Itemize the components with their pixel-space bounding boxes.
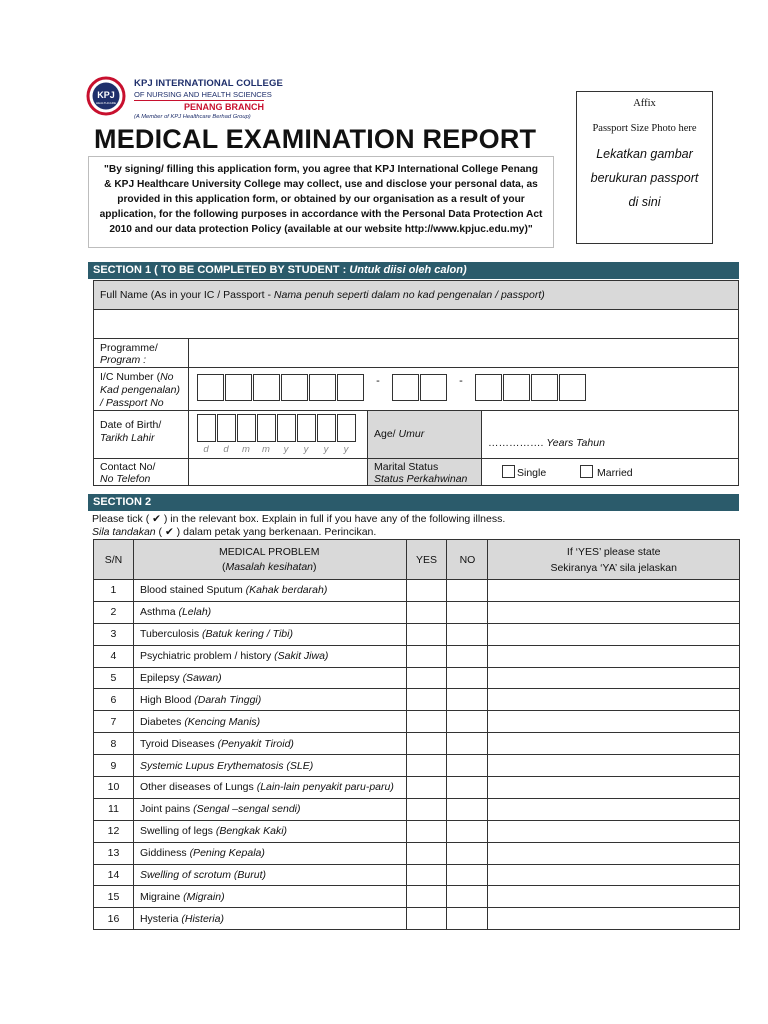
row-sn: 7 xyxy=(94,711,134,733)
consent-statement: "By signing/ filling this application form, you agree that KPJ International College Penang & KPJ Healthcare University College may collect, use and disclose your personal data, as provided in this application form, or obtained by our organisation as a result of your application, for the following purposes in accordance with the Personal Data Protection Act 2010 and our data protection Policy (available at our website http://www.kpjuc.edu.my)" xyxy=(88,156,554,248)
row-problem-en: Tyroid Diseases xyxy=(139,737,218,750)
col-state-en: If ‘YES’ please state xyxy=(566,545,661,558)
ic-digit-box[interactable] xyxy=(281,374,308,401)
row-sn: 11 xyxy=(94,798,134,820)
instruction-en: Please tick ( ✔ ) in the relevant box. Explain in full if you have any of the following illness. xyxy=(92,513,506,525)
dob-hint-m1: m xyxy=(242,444,250,455)
instruction-malay-lead: Sila tandakan xyxy=(92,526,156,538)
dob-digit-box[interactable] xyxy=(337,414,356,442)
row-problem xyxy=(133,755,406,777)
ic-digit-box[interactable] xyxy=(475,374,502,401)
programme-label-en: Programme/ xyxy=(100,342,158,354)
col-state-malay: Sekiranya ‘YA’ sila jelaskan xyxy=(550,561,677,574)
table-row xyxy=(94,755,740,777)
row-yes-cell[interactable] xyxy=(406,864,447,886)
row-problem-en: Joint pains xyxy=(139,803,194,816)
row-problem-malay: (Lelah) xyxy=(178,606,212,619)
row-sn: 16 xyxy=(94,908,134,930)
row-state-cell[interactable] xyxy=(488,601,740,623)
photo-malay-line-2: berukuran passport xyxy=(590,171,699,185)
row-state-cell[interactable] xyxy=(488,689,740,711)
row-no-cell[interactable] xyxy=(447,842,488,864)
single-option[interactable] xyxy=(502,467,546,479)
ic-separator: - xyxy=(459,375,463,387)
row-problem xyxy=(133,733,406,755)
row-no-cell[interactable] xyxy=(447,623,488,645)
college-member-note: (A Member of KPJ Healthcare Berhad Group) xyxy=(134,114,251,120)
row-no-cell[interactable] xyxy=(447,733,488,755)
row-problem-malay: (Migrain) xyxy=(183,890,225,903)
table-row xyxy=(94,886,740,908)
row-state-cell[interactable] xyxy=(488,886,740,908)
logo-badge-text: KPJ xyxy=(97,90,115,100)
row-no-cell[interactable] xyxy=(447,755,488,777)
row-problem xyxy=(133,864,406,886)
row-problem-en: High Blood xyxy=(139,693,195,706)
ic-digit-box[interactable] xyxy=(253,374,280,401)
photo-size-label: Passport Size Photo here xyxy=(592,123,697,134)
row-problem xyxy=(133,580,406,602)
contact-label-malay: No Telefon xyxy=(100,473,151,485)
row-state-cell[interactable] xyxy=(488,777,740,799)
row-yes-cell[interactable] xyxy=(406,667,447,689)
row-problem xyxy=(133,689,406,711)
dob-digit-box[interactable] xyxy=(257,414,276,442)
row-no-cell[interactable] xyxy=(447,689,488,711)
row-yes-cell[interactable] xyxy=(406,601,447,623)
row-problem-en: Hysteria xyxy=(139,912,182,925)
medical-problem-table xyxy=(93,539,740,930)
col-state xyxy=(488,540,740,580)
row-yes-cell[interactable] xyxy=(406,645,447,667)
ic-number-field xyxy=(188,367,739,411)
ic-digit-box[interactable] xyxy=(225,374,252,401)
row-yes-cell[interactable] xyxy=(406,580,447,602)
row-yes-cell[interactable] xyxy=(406,908,447,930)
dob-label-en: Date of Birth/ xyxy=(100,419,162,431)
row-problem-malay: (Lain-lain penyakit paru-paru) xyxy=(256,781,394,794)
row-sn: 10 xyxy=(94,777,134,799)
programme-input[interactable] xyxy=(188,338,739,368)
contact-input[interactable] xyxy=(188,458,368,486)
ic-label-no: No xyxy=(160,371,174,383)
contact-label xyxy=(93,458,189,486)
ic-digit-box[interactable] xyxy=(392,374,419,401)
row-sn: 3 xyxy=(94,623,134,645)
col-problem-malay: Masalah kesihatan xyxy=(225,561,314,573)
table-row xyxy=(94,908,740,930)
col-no: NO xyxy=(447,540,488,580)
age-label-malay: Umur xyxy=(398,428,425,440)
dob-digit-box[interactable] xyxy=(197,414,216,442)
ic-digit-box[interactable] xyxy=(420,374,447,401)
age-dots: ……………. xyxy=(488,437,547,449)
passport-photo-box[interactable] xyxy=(576,91,713,244)
marital-status-label xyxy=(367,458,482,486)
dob-digit-box[interactable] xyxy=(277,414,296,442)
married-option[interactable] xyxy=(580,467,633,479)
row-problem-malay: (Batuk kering / Tibi) xyxy=(202,628,293,641)
table-row xyxy=(94,623,740,645)
row-problem-malay: Swelling of scrotum (Burut) xyxy=(139,869,266,882)
photo-affix-label: Affix xyxy=(633,98,656,109)
table-row xyxy=(94,820,740,842)
row-state-cell[interactable] xyxy=(488,711,740,733)
medical-problem-rows xyxy=(94,580,740,930)
row-problem-malay: Systemic Lupus Erythematosis (SLE) xyxy=(139,759,314,772)
row-problem-en: Swelling of legs xyxy=(139,825,216,838)
single-label: Single xyxy=(517,467,547,479)
table-row xyxy=(94,667,740,689)
row-yes-cell[interactable] xyxy=(406,711,447,733)
row-yes-cell[interactable] xyxy=(406,777,447,799)
row-no-cell[interactable] xyxy=(447,645,488,667)
row-state-cell[interactable] xyxy=(488,798,740,820)
row-state-cell[interactable] xyxy=(488,645,740,667)
row-problem-malay: (Darah Tinggi) xyxy=(194,693,262,706)
table-row xyxy=(94,864,740,886)
college-logo xyxy=(86,72,283,120)
married-label: Married xyxy=(597,467,633,479)
dob-digit-box[interactable] xyxy=(237,414,256,442)
age-input[interactable] xyxy=(481,410,739,459)
programme-label-malay: Program : xyxy=(100,354,147,366)
dob-digit-box[interactable] xyxy=(297,414,316,442)
ic-label-malay: Kad pengenalan) xyxy=(100,384,180,396)
row-problem xyxy=(133,908,406,930)
marital-label-en: Marital Status xyxy=(374,461,439,473)
section-1-subtitle: ( TO BE COMPLETED BY STUDENT : xyxy=(154,264,350,276)
ic-digit-box[interactable] xyxy=(503,374,530,401)
section-2-header xyxy=(88,494,739,511)
section-2-instructions xyxy=(92,513,505,539)
ic-label-passport: / Passport No xyxy=(100,397,164,409)
row-problem-en: Other diseases of Lungs xyxy=(139,781,257,794)
col-medical-problem: MEDICAL PROBLEM (Masalah kesihatan) xyxy=(133,540,406,580)
row-problem-malay: (Bengkak Kaki) xyxy=(215,825,288,838)
row-no-cell[interactable] xyxy=(447,667,488,689)
table-row xyxy=(94,580,740,602)
row-yes-cell[interactable] xyxy=(406,623,447,645)
dob-label xyxy=(93,410,189,459)
row-problem-malay: (Sawan) xyxy=(182,672,222,684)
row-no-cell[interactable] xyxy=(447,777,488,799)
row-problem-malay: (Histeria) xyxy=(181,912,224,925)
row-yes-cell[interactable] xyxy=(406,733,447,755)
table-row xyxy=(94,798,740,820)
row-state-cell[interactable] xyxy=(488,820,740,842)
row-problem xyxy=(133,820,406,842)
table-row xyxy=(94,689,740,711)
dob-hint-y4: y xyxy=(343,444,349,455)
row-no-cell[interactable] xyxy=(447,711,488,733)
photo-malay-line-3: di sini xyxy=(628,195,661,209)
row-problem-malay: (Sengal –sengal sendi) xyxy=(193,803,301,816)
contact-label-en: Contact No/ xyxy=(100,461,156,473)
row-sn: 15 xyxy=(94,886,134,908)
dob-hint-d2: d xyxy=(223,444,229,455)
row-no-cell[interactable] xyxy=(447,580,488,602)
ic-digit-box[interactable] xyxy=(531,374,558,401)
row-sn: 4 xyxy=(94,645,134,667)
row-yes-cell[interactable] xyxy=(406,842,447,864)
college-branch: PENANG BRANCH xyxy=(134,100,264,112)
dob-hint-y2: y xyxy=(303,444,309,455)
dob-hint-m2: m xyxy=(262,444,270,455)
row-problem-en: Giddiness xyxy=(139,847,190,860)
kpj-logo-icon xyxy=(86,76,126,116)
row-problem xyxy=(133,711,406,733)
table-row xyxy=(94,733,740,755)
row-problem xyxy=(133,667,406,689)
ic-label-en: I/C Number ( xyxy=(100,371,161,383)
row-no-cell[interactable] xyxy=(447,820,488,842)
photo-malay-line-1: Lekatkan gambar xyxy=(596,147,693,161)
row-state-cell[interactable] xyxy=(488,580,740,602)
row-sn: 13 xyxy=(94,842,134,864)
married-checkbox[interactable] xyxy=(580,465,593,478)
age-units: Years Tahun xyxy=(546,437,605,449)
row-problem xyxy=(133,798,406,820)
row-state-cell[interactable] xyxy=(488,733,740,755)
programme-label xyxy=(93,338,189,368)
row-problem xyxy=(133,886,406,908)
dob-field xyxy=(188,410,368,459)
ic-digit-box[interactable] xyxy=(559,374,586,401)
row-state-cell[interactable] xyxy=(488,755,740,777)
full-name-input[interactable] xyxy=(93,309,739,339)
age-label xyxy=(367,410,482,459)
row-sn: 5 xyxy=(94,667,134,689)
row-problem-en: Psychiatric problem / history xyxy=(139,650,275,663)
col-yes: YES xyxy=(406,540,447,580)
row-problem-en: Migraine xyxy=(139,890,184,903)
table-row xyxy=(94,645,740,667)
row-problem-en: Blood stained Sputum xyxy=(139,584,246,597)
instruction-malay: ( ✔ ) dalam petak yang berkenaan. Perincikan. xyxy=(155,526,377,538)
row-problem-malay: (Kahak berdarah) xyxy=(245,584,328,597)
row-state-cell[interactable] xyxy=(488,623,740,645)
row-problem-en: Epilepsy xyxy=(139,672,183,684)
section-2-title: SECTION 2 xyxy=(93,496,152,508)
dob-boxes xyxy=(197,414,357,442)
row-sn: 8 xyxy=(94,733,134,755)
row-problem xyxy=(133,623,406,645)
row-problem xyxy=(133,777,406,799)
row-yes-cell[interactable] xyxy=(406,755,447,777)
row-yes-cell[interactable] xyxy=(406,798,447,820)
dob-digit-box[interactable] xyxy=(217,414,236,442)
row-no-cell[interactable] xyxy=(447,908,488,930)
row-problem-en: Tuberculosis xyxy=(139,628,203,641)
ic-digit-box[interactable] xyxy=(309,374,336,401)
ic-digit-box[interactable] xyxy=(197,374,224,401)
row-problem-en: Diabetes xyxy=(139,715,185,728)
table-row xyxy=(94,842,740,864)
table-header-row xyxy=(94,540,740,580)
dob-hint-y3: y xyxy=(323,444,329,455)
row-problem-malay: (Penyakit Tiroid) xyxy=(217,737,294,750)
row-yes-cell[interactable] xyxy=(406,820,447,842)
photo-malay-instructions xyxy=(577,142,712,214)
row-problem xyxy=(133,645,406,667)
college-name: KPJ INTERNATIONAL COLLEGE xyxy=(134,78,283,89)
age-label-en: Age/ xyxy=(374,428,399,440)
row-sn: 12 xyxy=(94,820,134,842)
row-problem xyxy=(133,601,406,623)
row-sn: 1 xyxy=(94,580,134,602)
dob-label-malay: Tarikh Lahir xyxy=(100,432,155,444)
dob-digit-box[interactable] xyxy=(317,414,336,442)
col-sn: S/N xyxy=(94,540,134,580)
row-sn: 6 xyxy=(94,689,134,711)
dob-hint-y1: y xyxy=(283,444,289,455)
dob-hint-d1: d xyxy=(203,444,209,455)
marital-status-options xyxy=(481,458,739,486)
table-row xyxy=(94,601,740,623)
row-state-cell[interactable] xyxy=(488,908,740,930)
row-problem xyxy=(133,842,406,864)
section-1-header xyxy=(88,262,739,279)
row-problem-malay: (Sakit Jiwa) xyxy=(274,650,329,663)
row-yes-cell[interactable] xyxy=(406,689,447,711)
ic-number-label xyxy=(93,367,189,411)
table-row xyxy=(94,777,740,799)
single-checkbox[interactable] xyxy=(502,465,515,478)
row-no-cell[interactable] xyxy=(447,798,488,820)
ic-digit-boxes xyxy=(197,374,587,401)
full-name-label-malay: Nama penuh seperti dalam no kad pengenalan / passport) xyxy=(273,289,545,301)
row-yes-cell[interactable] xyxy=(406,886,447,908)
row-sn: 2 xyxy=(94,601,134,623)
page-title: MEDICAL EXAMINATION REPORT xyxy=(94,124,537,154)
row-no-cell[interactable] xyxy=(447,601,488,623)
full-name-label xyxy=(93,280,739,310)
row-state-cell[interactable] xyxy=(488,842,740,864)
row-problem-malay: (Kencing Manis) xyxy=(184,715,261,728)
row-problem-malay: (Pening Kepala) xyxy=(189,847,265,860)
table-row xyxy=(94,711,740,733)
college-subtitle: OF NURSING AND HEALTH SCIENCES xyxy=(134,90,272,99)
row-state-cell[interactable] xyxy=(488,667,740,689)
dob-format-hint xyxy=(196,444,356,455)
row-no-cell[interactable] xyxy=(447,886,488,908)
section-1-subtitle-malay: Untuk diisi oleh calon) xyxy=(349,264,467,276)
row-problem-en: Asthma xyxy=(139,606,179,619)
row-sn: 14 xyxy=(94,864,134,886)
row-sn: 9 xyxy=(94,755,134,777)
marital-label-malay: Status Perkahwinan xyxy=(374,473,468,485)
ic-separator: - xyxy=(376,375,380,387)
row-state-cell[interactable] xyxy=(488,864,740,886)
ic-digit-box[interactable] xyxy=(337,374,364,401)
logo-badge-subtext: HEALTHCARE xyxy=(96,101,116,105)
row-no-cell[interactable] xyxy=(447,864,488,886)
col-problem-en: MEDICAL PROBLEM xyxy=(218,546,320,558)
full-name-label-en: Full Name (As in your IC / Passport - xyxy=(100,289,274,301)
section-1-title: SECTION 1 xyxy=(93,264,152,276)
